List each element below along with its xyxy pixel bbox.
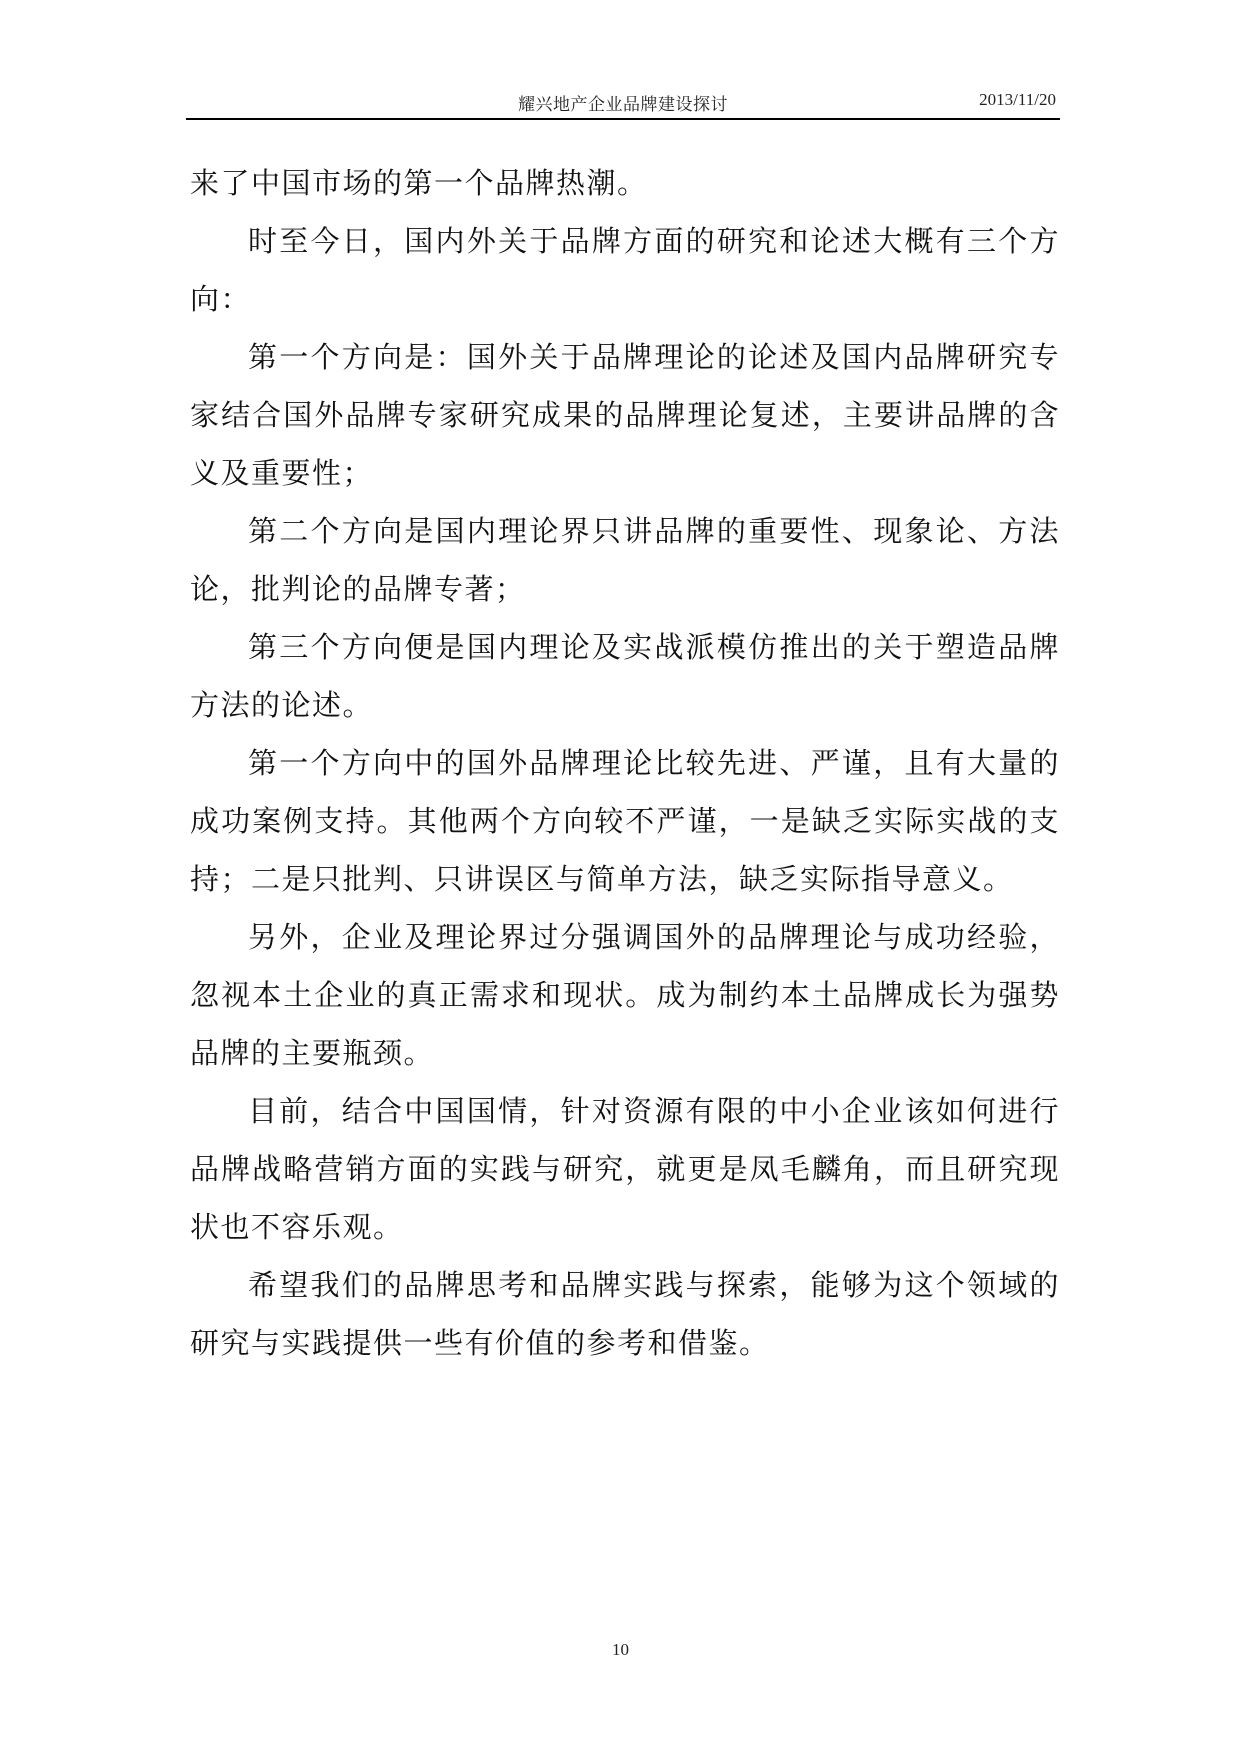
paragraph: 来了中国市场的第一个品牌热潮。 (190, 166, 648, 200)
paragraph: 目前，结合中国国情，针对资源有限的中小企业该如何进行品牌战略营销方面的实践与研究，就更是凤毛麟角，而且研究现状也不容乐观。 (190, 1094, 1060, 1244)
paragraph: 希望我们的品牌思考和品牌实践与探索，能够为这个领域的研究与实践提供一些有价值的参考和借鉴。 (190, 1268, 1060, 1360)
paragraph: 第二个方向是国内理论界只讲品牌的重要性、现象论、方法论，批判论的品牌专著； (190, 514, 1060, 606)
document-date: 2013/11/20 (979, 90, 1056, 109)
paragraph: 时至今日，国内外关于品牌方面的研究和论述大概有三个方向： (190, 224, 1060, 316)
page-number: 10 (612, 1640, 629, 1659)
paragraph: 第三个方向便是国内理论及实战派模仿推出的关于塑造品牌方法的论述。 (190, 630, 1060, 722)
paragraph: 另外，企业及理论界过分强调国外的品牌理论与成功经验，忽视本土企业的真正需求和现状。成为制约本土品牌成长为强势品牌的主要瓶颈。 (190, 920, 1060, 1070)
paragraph: 第一个方向中的国外品牌理论比较先进、严谨，且有大量的成功案例支持。其他两个方向较不严谨，一是缺乏实际实战的支持；二是只批判、只讲误区与简单方法，缺乏实际指导意义。 (190, 746, 1060, 896)
body-text (190, 154, 1060, 1372)
document-title: 耀兴地产企业品牌建设探讨 (518, 95, 728, 114)
paragraph: 第一个方向是：国外关于品牌理论的论述及国内品牌研究专家结合国外品牌专家研究成果的品牌理论复述，主要讲品牌的含义及重要性； (190, 340, 1060, 490)
page-header (186, 88, 1060, 120)
